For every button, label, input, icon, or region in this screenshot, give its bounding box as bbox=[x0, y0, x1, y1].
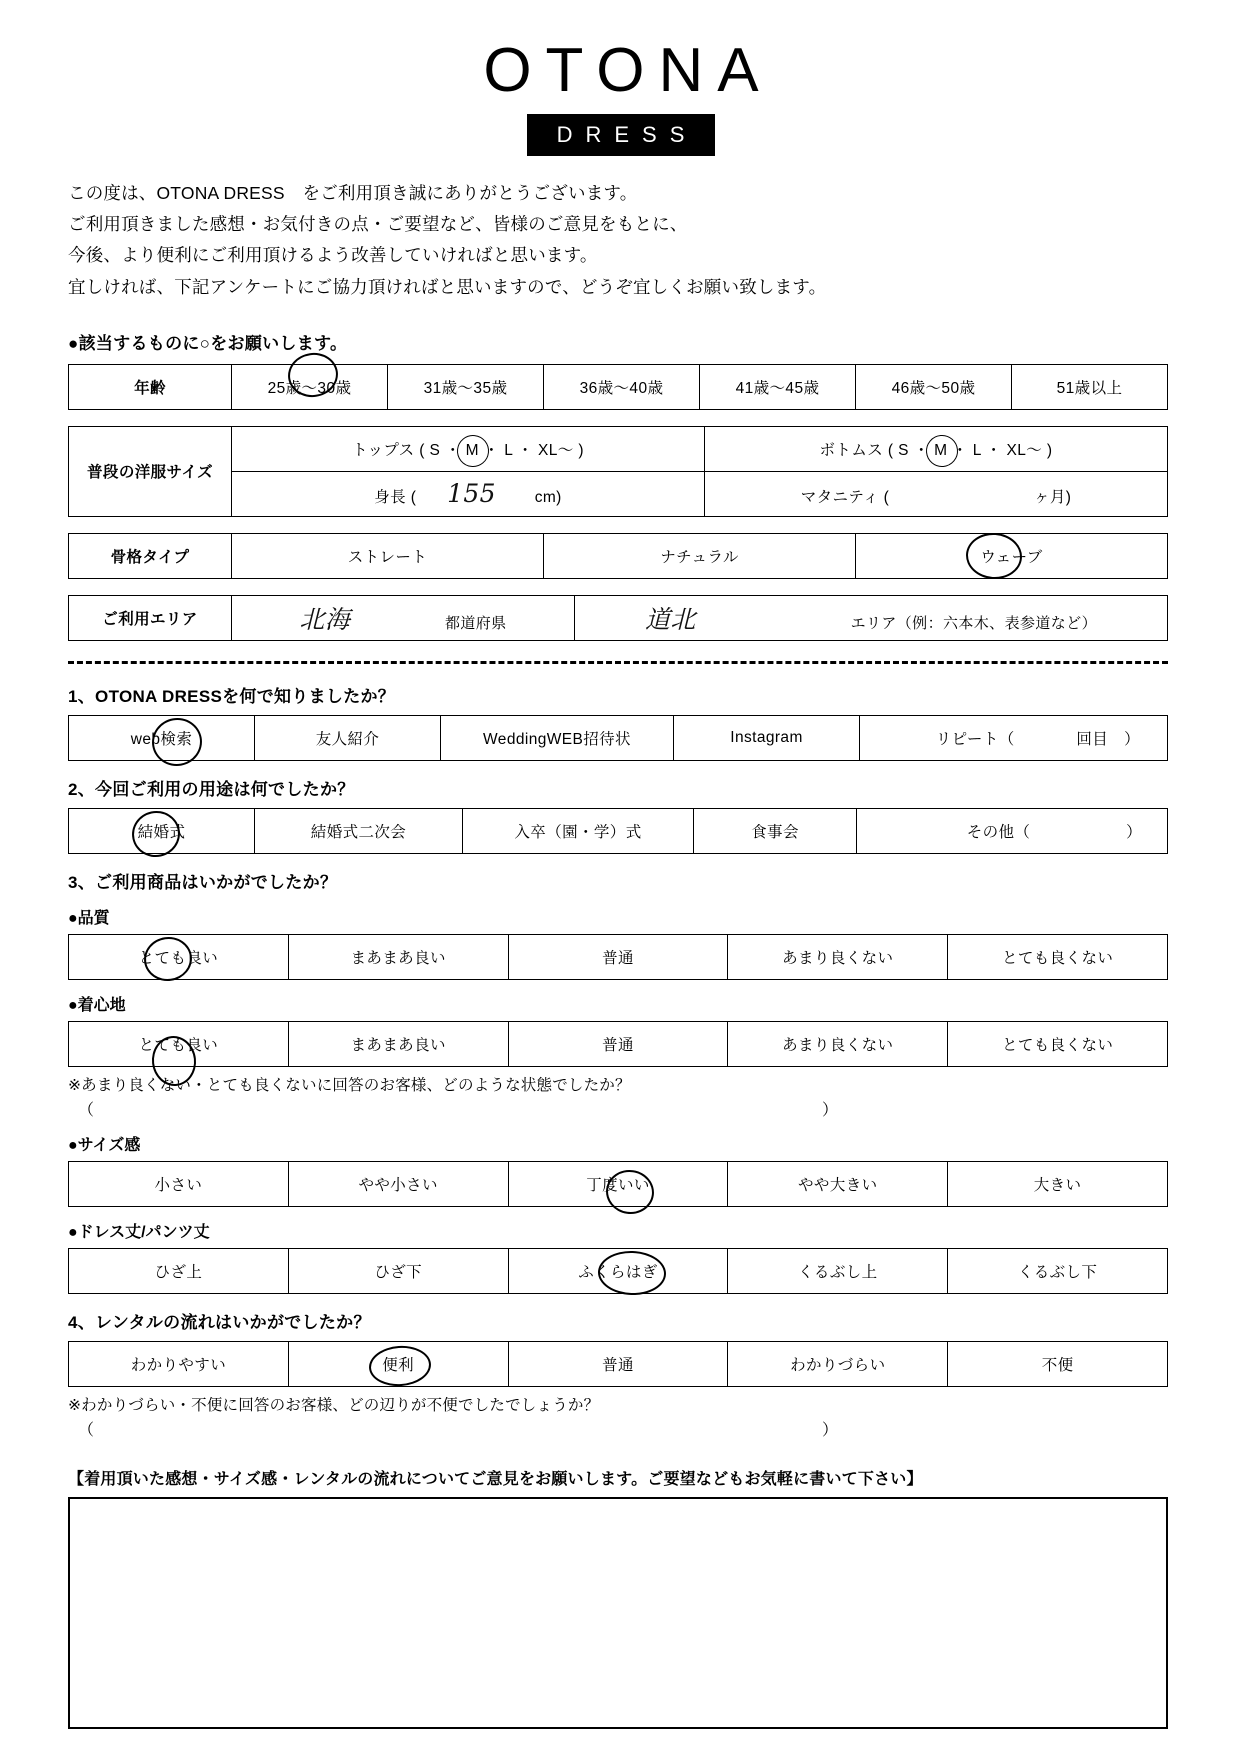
area-table bbox=[68, 595, 1168, 641]
q3-comfort-option-1[interactable] bbox=[288, 1021, 508, 1066]
q4-option-0[interactable] bbox=[69, 1341, 289, 1386]
q3-fit-option-2-label: 丁度いい bbox=[586, 1176, 650, 1194]
table-row bbox=[69, 1248, 1168, 1293]
prefecture-value: 北海 bbox=[299, 604, 351, 634]
q3-length-option-0[interactable] bbox=[69, 1248, 289, 1293]
q3-fit-label: ●サイズ感 bbox=[68, 1136, 141, 1154]
q3-fit-option-1-label: やや小さい bbox=[358, 1176, 438, 1194]
q3-fit-option-2[interactable] bbox=[508, 1161, 728, 1206]
q3-length-option-4-label: くるぶし下 bbox=[1017, 1263, 1098, 1281]
q1-option-5-label: 回目 ） bbox=[1076, 730, 1140, 748]
q3-comfort-option-0-label: とても良い bbox=[138, 1036, 219, 1054]
bottoms-suffix: ・ L ・ XL～ ) bbox=[947, 441, 1053, 459]
q3-length-option-3-label: くるぶし上 bbox=[798, 1263, 878, 1281]
table-row bbox=[69, 934, 1168, 979]
q4-option-0-label: わかりやすい bbox=[130, 1356, 227, 1374]
table-row bbox=[69, 1021, 1168, 1066]
size-table bbox=[68, 426, 1168, 517]
comment-textarea[interactable] bbox=[68, 1497, 1168, 1729]
q3-comfort-option-1-label: まあまあ良い bbox=[350, 1036, 446, 1054]
intro-paragraph bbox=[68, 178, 1242, 303]
table-row bbox=[69, 426, 1168, 471]
q4-option-2-label: 普通 bbox=[602, 1356, 634, 1374]
frame-option-2[interactable] bbox=[856, 533, 1168, 578]
q3-length-option-2[interactable] bbox=[508, 1248, 728, 1293]
table-row bbox=[69, 715, 1168, 760]
age-table bbox=[68, 364, 1168, 410]
frame-option-2-label: ウェーブ bbox=[980, 548, 1043, 566]
height-value: 155 bbox=[447, 479, 496, 509]
area-label: ご利用エリア bbox=[69, 595, 232, 640]
age-option-1-label: 31歳～35歳 bbox=[423, 379, 508, 397]
table-row bbox=[69, 533, 1168, 578]
q3-quality-option-3[interactable] bbox=[728, 934, 948, 979]
q1-option-4-label: リピート（ bbox=[935, 730, 1015, 748]
q3-comfort-open-field[interactable] bbox=[78, 1097, 1168, 1120]
frame-option-1[interactable] bbox=[544, 533, 856, 578]
q2-option-0-label: 結婚式 bbox=[137, 823, 186, 841]
q4-close-paren: ） bbox=[821, 1421, 838, 1439]
q2-option-0[interactable] bbox=[69, 808, 255, 853]
q3-fit-option-1[interactable] bbox=[288, 1161, 508, 1206]
logo-otona-text: OTONA bbox=[483, 36, 773, 105]
brand-logo bbox=[0, 0, 1242, 156]
q3-length-option-0-label: ひざ上 bbox=[154, 1263, 203, 1281]
q3-quality-label: ●品質 bbox=[68, 909, 110, 927]
area-detail-cell[interactable] bbox=[575, 595, 1168, 640]
age-option-4[interactable] bbox=[856, 364, 1012, 409]
q3-quality-option-1-label: まあまあ良い bbox=[350, 949, 446, 967]
height-unit: cm) bbox=[534, 489, 562, 507]
q3-quality-option-4[interactable] bbox=[948, 934, 1168, 979]
q3-fit-table bbox=[68, 1161, 1168, 1207]
maternity-unit: ヶ月) bbox=[1033, 489, 1072, 507]
q3-comfort-option-0[interactable] bbox=[69, 1021, 289, 1066]
q3-length-option-3[interactable] bbox=[728, 1248, 948, 1293]
age-option-4-label: 46歳～50歳 bbox=[891, 379, 976, 397]
q4-option-1-label: 便利 bbox=[382, 1356, 415, 1374]
q3-quality-option-1[interactable] bbox=[288, 934, 508, 979]
q3-quality-option-3-label: あまり良くない bbox=[782, 949, 894, 967]
q4-option-4-label: 不便 bbox=[1041, 1356, 1074, 1374]
q1-heading: 1、OTONA DRESSを何で知りましたか？ bbox=[68, 686, 396, 706]
bottoms-selected-size[interactable] bbox=[934, 442, 947, 460]
frame-option-0-label: ストレート bbox=[347, 548, 428, 566]
maternity-value bbox=[894, 479, 1034, 508]
q1-option-3-label: Instagram bbox=[730, 728, 803, 746]
age-option-2-label: 36歳～40歳 bbox=[579, 379, 664, 397]
bottoms-size-cell[interactable] bbox=[705, 426, 1168, 471]
age-option-5[interactable] bbox=[1012, 364, 1168, 409]
q3-comfort-option-3-label: あまり良くない bbox=[782, 1036, 894, 1054]
q2-option-5-label: ） bbox=[1126, 823, 1142, 841]
height-cell[interactable] bbox=[232, 471, 705, 516]
q4-table bbox=[68, 1341, 1168, 1387]
q4-heading: 4、レンタルの流れはいかがでしたか？ bbox=[68, 1312, 371, 1332]
height-prefix: 身長 ( bbox=[374, 489, 417, 507]
q3-quality-option-2[interactable] bbox=[508, 934, 728, 979]
q4-open-paren: （ bbox=[78, 1421, 95, 1439]
comment-title: 【着用頂いた感想・サイズ感・レンタルの流れについてご意見をお願いします。ご要望などもお気軽に書いて下さい】 bbox=[68, 1470, 923, 1488]
maternity-prefix: マタニティ ( bbox=[800, 489, 890, 507]
q4-option-2[interactable] bbox=[508, 1341, 728, 1386]
q3-comfort-open-paren: （ bbox=[78, 1101, 95, 1119]
q3-length-option-1[interactable] bbox=[288, 1248, 508, 1293]
maternity-cell[interactable] bbox=[705, 471, 1168, 516]
q3-length-option-1-label: ひざ下 bbox=[374, 1263, 423, 1281]
q1-option-0-label: web検索 bbox=[130, 730, 193, 748]
q2-option-1[interactable] bbox=[255, 808, 463, 853]
q3-comfort-close-paren: ） bbox=[821, 1101, 838, 1119]
frame-option-0[interactable] bbox=[232, 533, 544, 578]
q1-option-0[interactable] bbox=[69, 715, 255, 760]
age-label: 年齢 bbox=[69, 364, 232, 409]
q3-fit-option-3[interactable] bbox=[728, 1161, 948, 1206]
q3-comfort-note: ※あまり良くない・とても良くないに回答のお客様、どのような状態でしたか？ bbox=[68, 1076, 631, 1094]
q3-comfort-option-2-label: 普通 bbox=[602, 1036, 634, 1054]
q2-option-2-label: 入卒（園・学）式 bbox=[514, 823, 642, 841]
age-option-2[interactable] bbox=[544, 364, 700, 409]
q4-option-4[interactable] bbox=[948, 1341, 1168, 1386]
intro-line-2: ご利用頂きました感想・お気付きの点・ご要望など、皆様のご意見をもとに、 bbox=[68, 214, 688, 235]
intro-line-1: この度は、OTONA DRESS をご利用頂き誠にありがとうございます。 bbox=[68, 183, 638, 204]
tops-prefix: トップス ( S ・ bbox=[352, 441, 466, 459]
q3-comfort-option-4[interactable] bbox=[948, 1021, 1168, 1066]
intro-line-3: 今後、より便利にご利用頂けるよう改善していければと思います。 bbox=[68, 245, 598, 266]
age-option-0-label: 25歳～30歳 bbox=[267, 379, 352, 397]
frame-option-1-label: ナチュラル bbox=[660, 548, 739, 566]
bottoms-selected-size-label: M bbox=[934, 441, 948, 459]
q4-note: ※わかりづらい・不便に回答のお客様、どの辺りが不便でしたでしょうか？ bbox=[68, 1396, 600, 1414]
table-row bbox=[69, 1161, 1168, 1206]
area-value: 道北 bbox=[645, 604, 696, 634]
table-row bbox=[69, 595, 1168, 640]
q2-heading: 2、今回ご利用の用途は何でしたか？ bbox=[68, 779, 355, 799]
area-hint: エリア（例：六本木、表参道など） bbox=[850, 614, 1097, 632]
section-lead: ●該当するものに○をお願いします。 bbox=[68, 333, 348, 353]
q2-option-4[interactable] bbox=[857, 808, 1168, 853]
q1-option-2-label: WeddingWEB招待状 bbox=[483, 730, 631, 748]
q3-quality-option-0[interactable] bbox=[69, 934, 289, 979]
q3-length-table bbox=[68, 1248, 1168, 1294]
tops-selected-size-label: M bbox=[465, 441, 479, 459]
size-label: 普段の洋服サイズ bbox=[69, 426, 232, 516]
q3-quality-option-0-label: とても良い bbox=[138, 949, 219, 967]
table-row bbox=[69, 471, 1168, 516]
q2-table bbox=[68, 808, 1168, 854]
age-option-1[interactable] bbox=[388, 364, 544, 409]
q3-quality-option-2-label: 普通 bbox=[602, 949, 634, 967]
tops-suffix: ・ L ・ XL～ ) bbox=[478, 441, 584, 459]
q3-comfort-label: ●着心地 bbox=[68, 996, 126, 1014]
frame-type-table bbox=[68, 533, 1168, 579]
age-option-3[interactable] bbox=[700, 364, 856, 409]
table-row bbox=[69, 364, 1168, 409]
q1-table bbox=[68, 715, 1168, 761]
q3-fit-option-4[interactable] bbox=[948, 1161, 1168, 1206]
q3-comfort-option-2[interactable] bbox=[508, 1021, 728, 1066]
q3-heading: 3、ご利用商品はいかがでしたか？ bbox=[68, 872, 338, 892]
q3-length-option-4[interactable] bbox=[948, 1248, 1168, 1293]
q4-option-3[interactable] bbox=[728, 1341, 948, 1386]
q3-quality-option-4-label: とても良くない bbox=[1001, 949, 1114, 967]
age-option-0[interactable] bbox=[232, 364, 388, 409]
q1-option-4[interactable] bbox=[860, 715, 1168, 760]
logo-dress-bar: DRESS bbox=[527, 114, 716, 156]
table-row bbox=[69, 1341, 1168, 1386]
q1-option-1[interactable] bbox=[255, 715, 441, 760]
q1-option-2[interactable] bbox=[441, 715, 674, 760]
frame-type-label: 骨格タイプ bbox=[69, 533, 232, 578]
tops-selected-size[interactable] bbox=[466, 442, 479, 460]
q2-option-4-label: その他（ bbox=[966, 823, 1031, 841]
q3-length-label: ●ドレス丈/パンツ丈 bbox=[68, 1223, 210, 1241]
q3-comfort-table bbox=[68, 1021, 1168, 1067]
intro-line-4: 宜しければ、下記アンケートにご協力頂ければと思いますので、どうぞ宜しくお願い致します。 bbox=[68, 276, 827, 297]
q3-length-option-2-label: ふくらはぎ bbox=[578, 1263, 658, 1281]
age-option-3-label: 41歳～45歳 bbox=[735, 379, 820, 397]
q1-option-1-label: 友人紹介 bbox=[315, 730, 380, 748]
q3-comfort-option-3[interactable] bbox=[728, 1021, 948, 1066]
q2-option-3-label: 食事会 bbox=[751, 823, 799, 841]
q1-option-3[interactable] bbox=[674, 715, 860, 760]
q3-fit-option-4-label: 大きい bbox=[1033, 1176, 1082, 1194]
q2-option-1-label: 結婚式二次会 bbox=[310, 823, 407, 841]
q3-fit-option-3-label: やや大きい bbox=[798, 1176, 878, 1194]
age-option-5-label: 51歳以上 bbox=[1056, 379, 1123, 397]
prefecture-suffix: 都道府県 bbox=[444, 614, 507, 632]
prefecture-cell[interactable] bbox=[232, 595, 575, 640]
bottoms-prefix: ボトムス ( S ・ bbox=[819, 441, 935, 459]
q3-comfort-option-4-label: とても良くない bbox=[1001, 1036, 1114, 1054]
q3-fit-option-0-label: 小さい bbox=[154, 1176, 203, 1194]
q4-open-field[interactable] bbox=[78, 1417, 1168, 1440]
tops-size-cell[interactable] bbox=[232, 426, 705, 471]
q3-quality-table bbox=[68, 934, 1168, 980]
table-row bbox=[69, 808, 1168, 853]
section-divider bbox=[68, 661, 1168, 664]
q2-option-2[interactable] bbox=[463, 808, 694, 853]
q4-option-3-label: わかりづらい bbox=[790, 1356, 886, 1374]
q3-fit-option-0[interactable] bbox=[69, 1161, 289, 1206]
q4-option-1[interactable] bbox=[288, 1341, 508, 1386]
q2-option-3[interactable] bbox=[694, 808, 857, 853]
